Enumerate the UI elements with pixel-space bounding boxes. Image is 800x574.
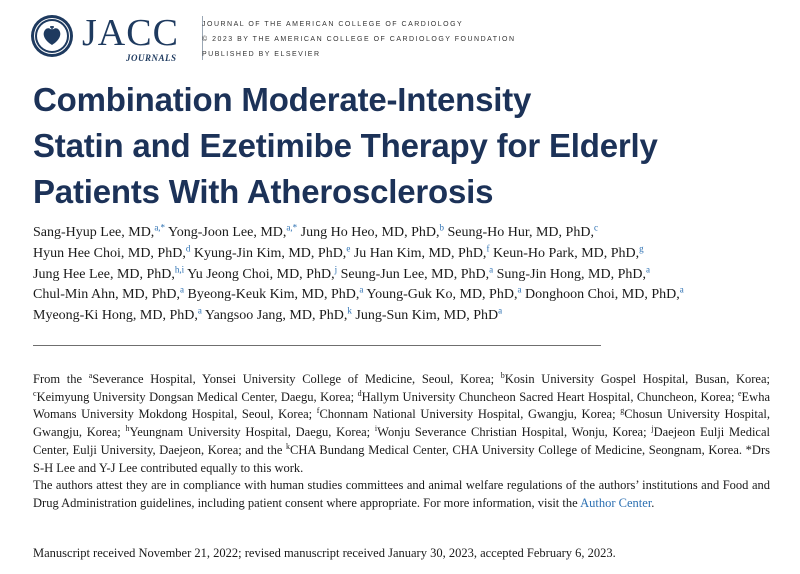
title-line: Combination Moderate-Intensity bbox=[33, 81, 532, 118]
author-affiliation-marker[interactable]: a,* bbox=[154, 222, 166, 233]
author-name: Jung Ho Heo, MD, PhD, bbox=[300, 225, 440, 240]
author-name: Keun-Ho Park, MD, PhD, bbox=[492, 245, 640, 261]
author-name: Hyun Hee Choi, MD, PhD, bbox=[33, 245, 186, 261]
affiliation-text: Wonju Severance Christian Hospital, Wonju, Korea; bbox=[377, 425, 652, 440]
attestation-end: . bbox=[651, 495, 655, 510]
author-name: Jung-Sun Kim, MD, PhD bbox=[355, 308, 499, 324]
jacc-seal-icon bbox=[30, 14, 74, 58]
author-name: Yong-Joon Lee, MD, bbox=[168, 225, 287, 240]
author-center-link[interactable]: Author Center bbox=[580, 495, 652, 510]
affiliation-list bbox=[33, 372, 770, 475]
author-affiliation-marker[interactable]: k bbox=[347, 305, 352, 316]
author-name: Yangsoo Jang, MD, PhD, bbox=[204, 308, 348, 324]
author-affiliation-marker[interactable]: d bbox=[185, 243, 191, 254]
author-line bbox=[33, 244, 783, 265]
author-name: Myeong-Ki Hong, MD, PhD, bbox=[33, 308, 198, 324]
affiliation-text: Keimyung University Dongsan Medical Center, Daegu, Korea; bbox=[36, 389, 358, 404]
author-name: Jung Hee Lee, MD, PhD, bbox=[33, 266, 175, 282]
author-affiliation-marker[interactable]: h,i bbox=[174, 263, 185, 274]
author-name: Ju Han Kim, MD, PhD, bbox=[353, 245, 487, 261]
author-name: Seung-Jun Lee, MD, PhD, bbox=[340, 266, 490, 282]
affiliation-text: Yeungnam University Hospital, Daegu, Korea; bbox=[129, 425, 375, 440]
author-affiliation-marker[interactable]: j bbox=[334, 263, 338, 274]
author-line bbox=[33, 265, 783, 286]
journal-header bbox=[30, 14, 790, 62]
affiliation-marker: g bbox=[620, 406, 625, 416]
affiliation-marker: i bbox=[374, 423, 378, 433]
author-affiliation-marker[interactable]: g bbox=[639, 243, 644, 254]
journal-name: JOURNAL OF THE AMERICAN COLLEGE OF CARDIOLOGY bbox=[202, 21, 464, 28]
article-title bbox=[33, 77, 773, 215]
journal-publisher: PUBLISHED BY ELSEVIER bbox=[202, 51, 321, 58]
logo-jacc-text: JACC bbox=[82, 12, 179, 54]
author-affiliation-marker[interactable]: a bbox=[517, 284, 522, 295]
author-name: Chul-Min Ahn, MD, PhD, bbox=[33, 287, 181, 303]
affiliations-from: From the bbox=[33, 372, 89, 386]
author-line bbox=[33, 223, 783, 244]
author-name: Donghoon Choi, MD, PhD, bbox=[524, 287, 680, 303]
author-name: Seung-Ho Hur, MD, PhD, bbox=[447, 225, 594, 240]
author-affiliation-marker[interactable]: a bbox=[679, 284, 684, 295]
author-name: Sang-Hyup Lee, MD, bbox=[33, 225, 155, 240]
title-line: Patients With Atherosclerosis bbox=[33, 173, 494, 210]
author-name: Kyung-Jin Kim, MD, PhD, bbox=[193, 245, 347, 261]
author-affiliation-marker[interactable]: a bbox=[180, 284, 185, 295]
affiliation-text: Kosin University Gospel Hospital, Busan, Korea; bbox=[504, 372, 770, 386]
author-name: Young-Guk Ko, MD, PhD, bbox=[366, 287, 518, 303]
author-line bbox=[33, 285, 783, 306]
affiliation-text: Hallym University Chuncheon Sacred Heart Hospital, Chuncheon, Korea; bbox=[361, 389, 738, 404]
affiliation-marker: a bbox=[88, 370, 93, 380]
author-name: Yu Jeong Choi, MD, PhD, bbox=[187, 266, 335, 282]
jacc-logo bbox=[82, 12, 179, 63]
journal-copyright: © 2023 BY THE AMERICAN COLLEGE OF CARDIOLOGY FOUNDATION bbox=[202, 36, 516, 43]
author-affiliation-marker[interactable]: a bbox=[489, 263, 494, 274]
logo-journals-text: JOURNALS bbox=[126, 53, 177, 63]
attestation-text: The authors attest they are in compliance with human studies committees and animal welfare regulations of the authors’ institutions and Food and Drug Administration guidelines, including patient consent where appropriate. For more information, visit the bbox=[33, 478, 770, 510]
author-affiliation-marker[interactable]: a,* bbox=[286, 222, 298, 233]
affiliation-marker: d bbox=[357, 388, 362, 398]
journal-info bbox=[202, 17, 516, 62]
author-list bbox=[33, 223, 783, 327]
manuscript-dates: Manuscript received November 21, 2022; revised manuscript received January 30, 2023, accepted February 6, 2023. bbox=[33, 546, 616, 560]
author-affiliation-marker[interactable]: a bbox=[498, 305, 503, 316]
affiliation-marker: j bbox=[651, 423, 654, 433]
affiliation-text: Severance Hospital, Yonsei University College of Medicine, Seoul, Korea; bbox=[92, 372, 501, 386]
affiliation-marker: c bbox=[33, 388, 37, 398]
title-line: Statin and Ezetimibe Therapy for Elderly bbox=[33, 127, 658, 164]
affiliation-text: Ewha Womans University Mokdong Hospital, Seoul, Korea; bbox=[33, 389, 770, 422]
affiliation-text: Daejeon Eulji Medical Center, Eulji University, Daejeon, Korea; and the bbox=[33, 425, 770, 457]
author-affiliation-marker[interactable]: c bbox=[593, 222, 598, 233]
affiliation-marker: h bbox=[125, 423, 130, 433]
author-affiliation-marker[interactable]: b bbox=[439, 222, 444, 233]
affiliation-text: Chonnam National University Hospital, Gwangju, Korea; bbox=[319, 407, 621, 422]
author-affiliation-marker[interactable]: e bbox=[346, 243, 351, 254]
divider-rule bbox=[33, 345, 601, 346]
affiliation-marker: b bbox=[500, 370, 505, 380]
affiliation-text: Chosun University Hospital, Gwangju, Korea; bbox=[33, 407, 770, 440]
affiliation-marker: f bbox=[316, 406, 320, 416]
author-affiliation-marker[interactable]: a bbox=[646, 263, 650, 274]
author-name: Sung-Jin Hong, MD, PhD, bbox=[496, 266, 646, 282]
affiliation-marker: e bbox=[737, 388, 742, 398]
affiliations-block bbox=[33, 371, 770, 513]
author-affiliation-marker[interactable]: f bbox=[486, 243, 490, 254]
author-affiliation-marker[interactable]: a bbox=[359, 284, 364, 295]
author-line bbox=[33, 306, 783, 327]
affiliation-text: CHA Bundang Medical Center, CHA University College of Medicine, Seongnam, Korea. *Drs S-H Lee and Y-J Lee contributed equally to this work. bbox=[33, 442, 770, 475]
affiliation-marker: k bbox=[286, 441, 291, 451]
author-name: Byeong-Keuk Kim, MD, PhD, bbox=[187, 287, 360, 303]
author-affiliation-marker[interactable]: a bbox=[197, 305, 202, 316]
